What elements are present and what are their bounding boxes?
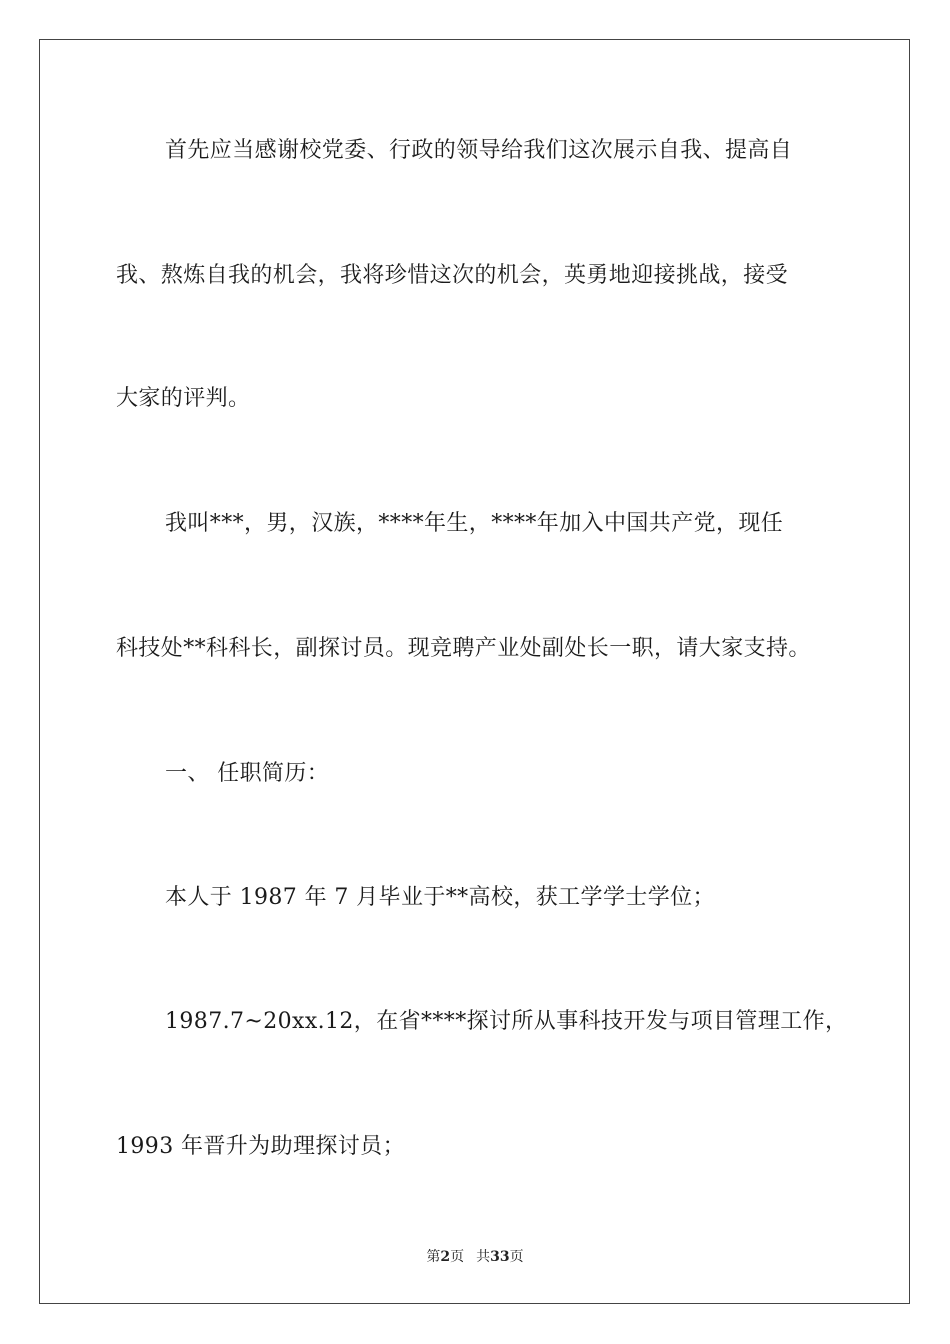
footer-total-prefix: 共 <box>476 1249 491 1265</box>
paragraph-line-3: 大家的评判。 <box>116 386 251 411</box>
paragraph-line-5: 科技处**科科长，副探讨员。现竞聘产业处副处长一职，请大家支持。 <box>116 636 811 661</box>
paragraph-line-9: 1993 年晋升为助理探讨员； <box>116 1134 405 1159</box>
page-footer <box>0 1248 950 1266</box>
paragraph-line-1: 首先应当感谢校党委、行政的领导给我们这次展示自我、提高自 <box>165 138 793 163</box>
footer-page-suffix: 页 <box>450 1249 465 1265</box>
footer-page-prefix: 第 <box>426 1249 441 1265</box>
paragraph-line-4: 我叫***，男，汉族，****年生，****年加入中国共产党，现任 <box>165 511 784 536</box>
footer-page-number: 2 <box>440 1249 451 1265</box>
page-border <box>39 39 910 1304</box>
section-heading-resume: 一、 任职简历： <box>165 761 330 786</box>
paragraph-line-2: 我、熬炼自我的机会，我将珍惜这次的机会，英勇地迎接挑战，接受 <box>116 263 789 288</box>
footer-total-pages: 33 <box>490 1249 510 1265</box>
footer-total-suffix: 页 <box>509 1249 524 1265</box>
paragraph-line-8: 1987.7~20xx.12，在省****探讨所从事科技开发与项目管理工作， <box>165 1009 848 1034</box>
paragraph-line-7: 本人于 1987 年 7 月毕业于**高校，获工学学士学位； <box>165 885 715 910</box>
